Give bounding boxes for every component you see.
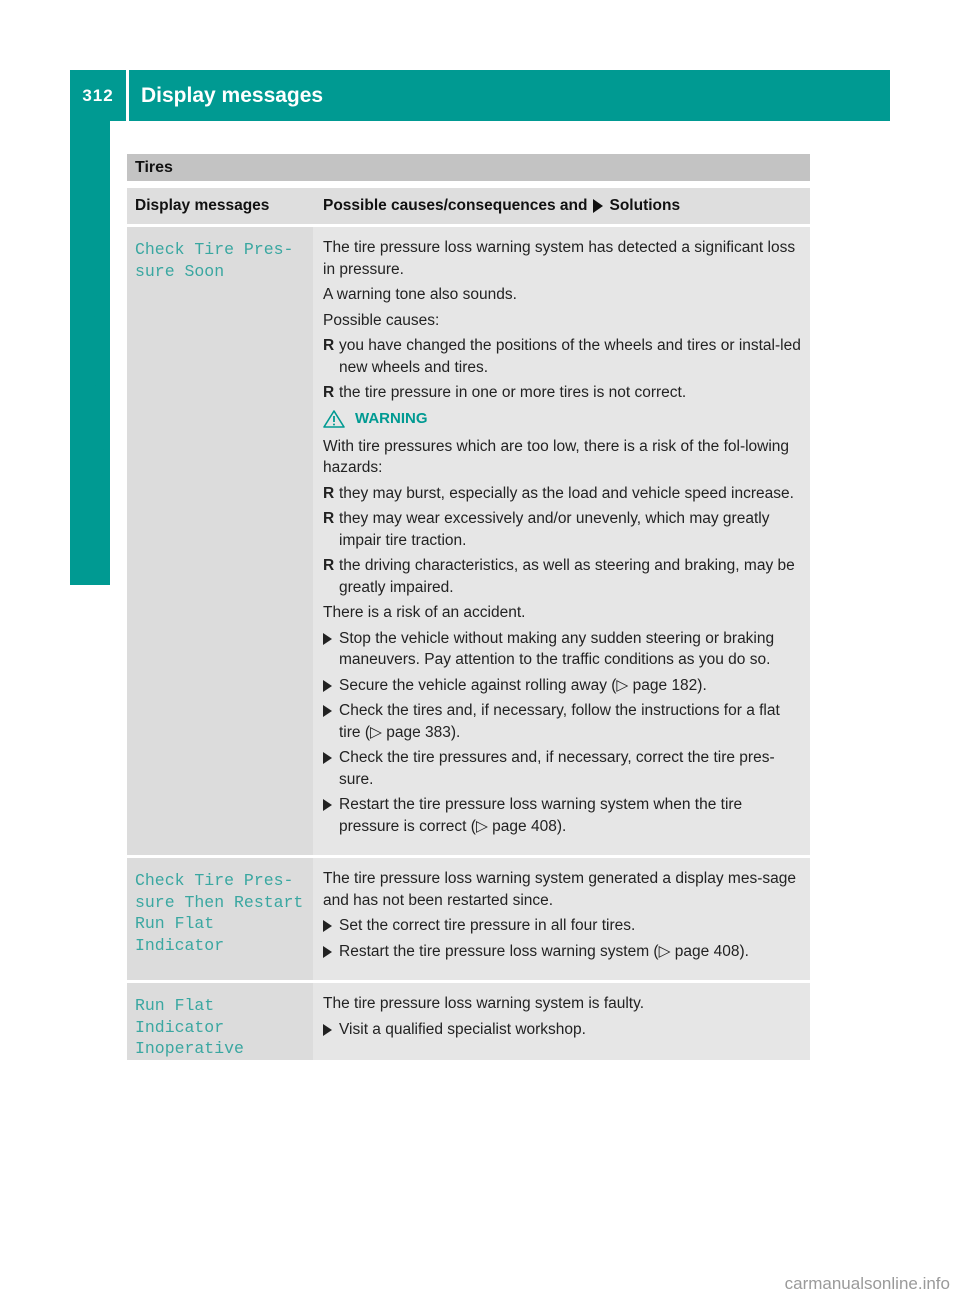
item-text: Set the correct tire pressure in all four tires. (339, 917, 636, 934)
paragraph: A warning tone also sounds. (323, 286, 517, 303)
instruction-step (323, 747, 804, 790)
display-message-text: Run Flat Indicator Inoperative (135, 996, 244, 1058)
bullet-icon: R (323, 510, 335, 527)
warning-heading (323, 410, 804, 428)
item-text: the tire pressure in one or more tires is not correct. (339, 384, 687, 401)
paragraph: With tire pressures which are too low, there is a risk of the fol-lowing hazards: (323, 437, 790, 476)
item-text: Restart the tire pressure loss warning system (▷ page 408). (339, 942, 749, 960)
table-body (127, 227, 810, 1060)
instruction-step (323, 794, 804, 837)
message-cell (127, 227, 313, 855)
step-arrow-icon (323, 794, 339, 837)
paragraph: There is a risk of an accident. (323, 604, 526, 621)
step-arrow-icon (323, 700, 339, 743)
table-row (127, 227, 810, 855)
bullet-item (323, 335, 804, 378)
table-row (127, 983, 810, 1060)
table-row (127, 858, 810, 980)
paragraph: Possible causes: (323, 311, 440, 329)
paragraph: The tire pressure loss warning system has detected a significant loss in pressure. (323, 239, 796, 278)
header-divider (126, 70, 129, 121)
side-chapter-label: On-board computer and displays (87, 216, 109, 530)
bullet-icon: R (323, 484, 335, 502)
section-title: Tires (127, 154, 810, 181)
instruction-step (323, 1019, 804, 1041)
display-message-text: Check Tire Pres‐ sure Soon (135, 240, 294, 281)
item-text: they may wear excessively and/or unevenly, which may greatly impair tire traction. (339, 510, 770, 549)
step-arrow-icon (323, 628, 339, 671)
solution-cell (313, 983, 810, 1060)
solution-cell (313, 227, 810, 855)
warning-label: WARNING (355, 410, 428, 427)
item-text: Check the tires and, if necessary, follow the instructions for a flat tire (▷ page 383). (339, 702, 780, 741)
column-header-causes (313, 197, 810, 215)
step-arrow-icon (323, 675, 339, 697)
paragraph: The tire pressure loss warning system is faulty. (323, 995, 645, 1012)
arrow-right-icon (593, 199, 603, 213)
display-message-text: Check Tire Pres‐ sure Then Restart Run Flat Indicator (135, 871, 304, 955)
column-header-messages: Display messages (135, 197, 270, 214)
bullet-item (323, 508, 804, 551)
column-header-solutions-text: Solutions (609, 197, 681, 214)
bullet-item (323, 483, 804, 505)
page-title: Display messages (141, 83, 324, 107)
solution-cell (313, 858, 810, 980)
step-arrow-icon (323, 1019, 339, 1041)
step-arrow-icon (323, 747, 339, 790)
paragraph: The tire pressure loss warning system generated a display mes-sage and has not been restarted since. (323, 870, 796, 909)
instruction-step (323, 941, 804, 963)
instruction-step (323, 700, 804, 743)
item-text: you have changed the positions of the wheels and tires or instal-led new wheels and tires. (339, 337, 801, 376)
instruction-step (323, 628, 804, 671)
item-text: they may burst, especially as the load and vehicle speed increase. (339, 484, 794, 502)
step-arrow-icon (323, 941, 339, 963)
item-text: Visit a qualified specialist workshop. (339, 1020, 586, 1038)
message-cell (127, 983, 313, 1060)
step-arrow-icon (323, 915, 339, 937)
column-header-causes-text: Possible causes/consequences and (323, 197, 588, 214)
item-text: Stop the vehicle without making any sudden steering or braking maneuvers. Pay attention to the traffic conditions as you do so. (339, 629, 775, 668)
bullet-item (323, 555, 804, 598)
warning-triangle-icon (323, 410, 345, 428)
watermark: carmanualsonline.info (784, 1274, 950, 1293)
instruction-step (323, 915, 804, 937)
bullet-icon: R (323, 384, 335, 401)
instruction-step (323, 675, 804, 697)
messages-table (127, 188, 810, 1060)
page-header (70, 70, 890, 121)
item-text: Secure the vehicle against rolling away (▷ page 182). (339, 676, 707, 694)
bullet-icon: R (323, 557, 335, 574)
bullet-icon: R (323, 337, 335, 354)
item-text: the driving characteristics, as well as steering and braking, may be greatly impaired. (339, 557, 795, 596)
table-header (127, 188, 810, 224)
bullet-item (323, 382, 804, 404)
item-text: Check the tire pressures and, if necessary, correct the tire pres-sure. (339, 749, 775, 788)
page-number: 312 (82, 85, 114, 105)
message-cell (127, 858, 313, 980)
item-text: Restart the tire pressure loss warning system when the tire pressure is correct (▷ page 408). (339, 796, 743, 835)
